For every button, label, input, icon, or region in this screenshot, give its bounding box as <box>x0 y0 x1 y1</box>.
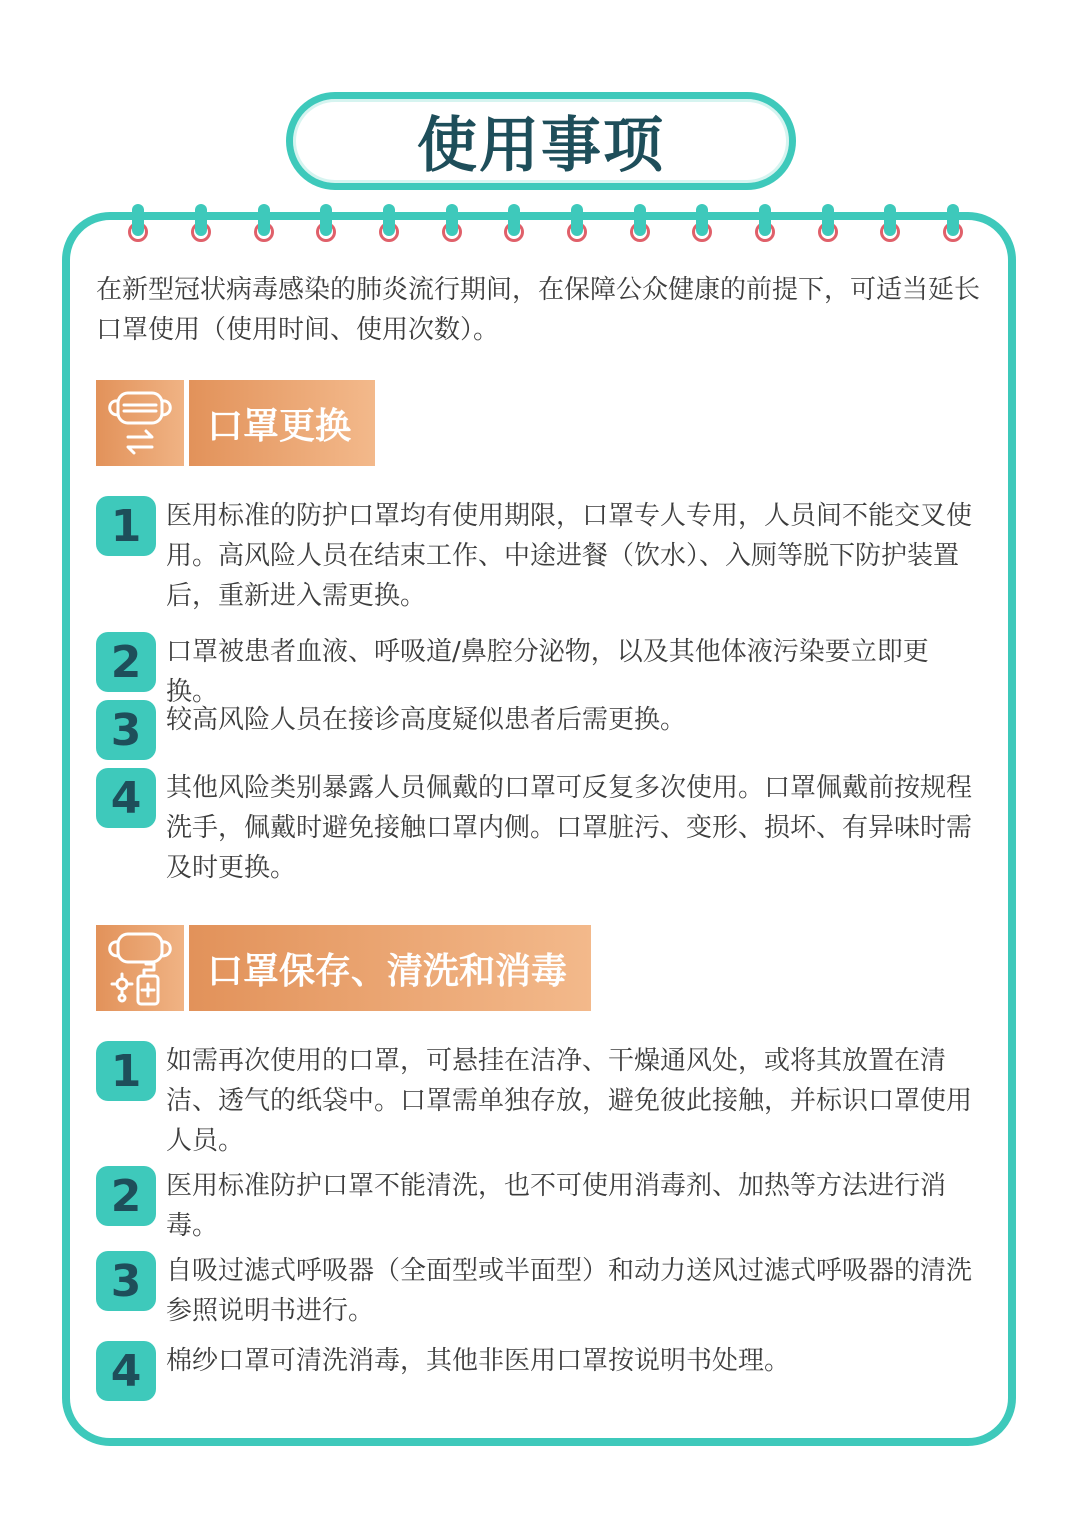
item-text: 较高风险人员在接诊高度疑似患者后需更换。 <box>166 705 687 735</box>
item-number: 4 <box>96 768 156 828</box>
ring-icon <box>438 200 466 256</box>
ring-icon <box>312 200 340 256</box>
ring-icon <box>500 200 528 256</box>
item-number: 2 <box>96 632 156 692</box>
section-title: 口罩保存、清洗和消毒 <box>189 925 591 1011</box>
intro-text: 在新型冠状病毒感染的肺炎流行期间，在保障公众健康的前提下，可适当延长口罩使用（使用时间、使用次数）。 <box>96 275 981 345</box>
item-number: 2 <box>96 1166 156 1226</box>
ring-icon <box>124 200 152 256</box>
ring-icon <box>563 200 591 256</box>
item-number: 3 <box>96 700 156 760</box>
item-number: 1 <box>96 1041 156 1101</box>
section-header-replace <box>96 380 375 466</box>
ring-icon <box>626 200 654 256</box>
ring-icon <box>876 200 904 256</box>
ring-icon <box>939 200 967 256</box>
ring-icon <box>375 200 403 256</box>
item-text: 如需再次使用的口罩，可悬挂在洁净、干燥通风处，或将其放置在清洁、透气的纸袋中。口罩需单独存放，避免彼此接触，并标识口罩使用人员。 <box>166 1046 973 1156</box>
notebook-rings <box>0 200 1080 256</box>
mask-disinfect-icon <box>96 925 184 1011</box>
item-text: 口罩被患者血液、呼吸道/鼻腔分泌物，以及其他体液污染要立即更换。 <box>166 637 929 707</box>
mask-replace-icon <box>96 380 184 466</box>
title-pill <box>286 92 796 190</box>
ring-icon <box>814 200 842 256</box>
item-number: 3 <box>96 1251 156 1311</box>
section-header-storage <box>96 925 591 1011</box>
ring-icon <box>751 200 779 256</box>
item-number: 1 <box>96 496 156 556</box>
item-text: 棉纱口罩可清洗消毒，其他非医用口罩按说明书处理。 <box>166 1346 791 1376</box>
ring-icon <box>688 200 716 256</box>
ring-icon <box>250 200 278 256</box>
item-text: 自吸过滤式呼吸器（全面型或半面型）和动力送风过滤式呼吸器的清洗参照说明书进行。 <box>166 1256 973 1326</box>
page-title: 使用事项 <box>417 111 665 181</box>
section-title: 口罩更换 <box>189 380 375 466</box>
item-text: 医用标准防护口罩不能清洗，也不可使用消毒剂、加热等方法进行消毒。 <box>166 1171 947 1241</box>
item-text: 其他风险类别暴露人员佩戴的口罩可反复多次使用。口罩佩戴前按规程洗手，佩戴时避免接触口罩内侧。口罩脏污、变形、损坏、有异味时需及时更换。 <box>166 773 973 883</box>
item-text: 医用标准的防护口罩均有使用期限，口罩专人专用，人员间不能交叉使用。高风险人员在结束工作、中途进餐（饮水）、入厕等脱下防护装置后，重新进入需更换。 <box>166 501 973 611</box>
ring-icon <box>187 200 215 256</box>
item-number: 4 <box>96 1341 156 1401</box>
